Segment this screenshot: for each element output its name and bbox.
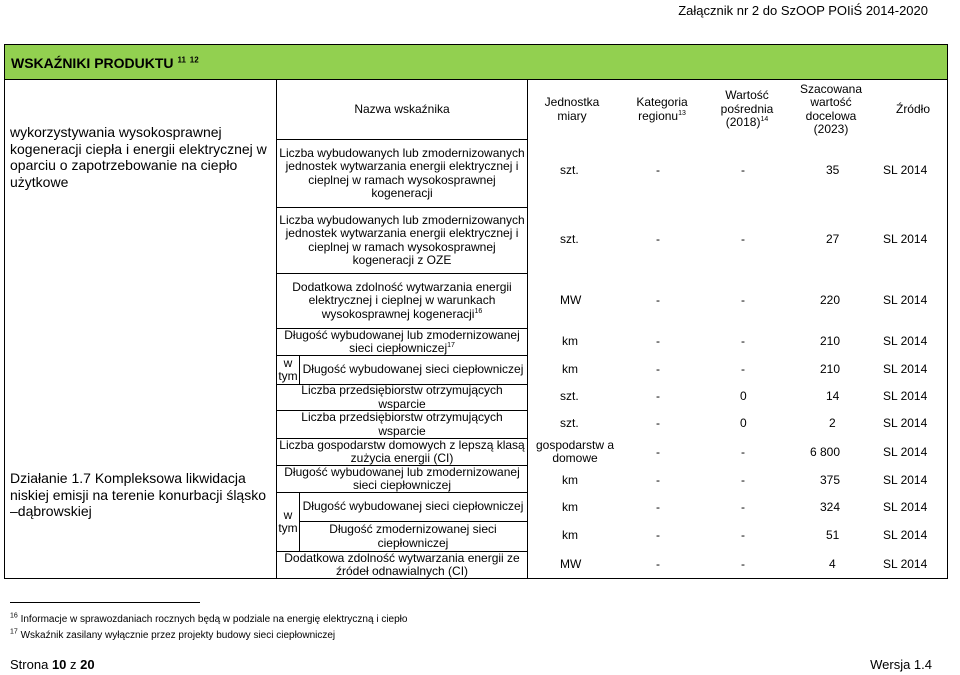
indicator-name: Dodatkowa zdolność wytwarzania energii ze źródeł odnawialnych (CI) bbox=[284, 550, 520, 578]
target-value: 210 bbox=[820, 362, 841, 376]
source-value: SL 2014 bbox=[883, 163, 928, 177]
values-row-7 bbox=[0, 445, 960, 463]
source-value: SL 2014 bbox=[883, 416, 928, 430]
target-value: 220 bbox=[820, 293, 841, 307]
col-header-source: Źródło bbox=[895, 101, 930, 116]
region-value: - bbox=[656, 362, 660, 376]
values-row-0 bbox=[0, 163, 960, 181]
region-value: - bbox=[656, 528, 660, 542]
attachment-header: Załącznik nr 2 do SzOOP POIiŚ 2014-2020 bbox=[678, 3, 928, 18]
section-title: WSKAŹNIKI PRODUKTU $^{11}$ $^{12}$ bbox=[11, 55, 199, 71]
values-row-10 bbox=[0, 528, 960, 546]
baseline-value: - bbox=[741, 557, 745, 571]
source-value: SL 2014 bbox=[883, 473, 928, 487]
target-value: 324 bbox=[820, 500, 841, 514]
baseline-value: - bbox=[741, 473, 745, 487]
indicator-name: Długość wybudowanej sieci ciepłowniczej bbox=[302, 499, 524, 514]
footnote: $^{16}$ Informacje w sprawozdaniach rocznych będą w podziale na energię elektryczną i ciepło bbox=[10, 612, 408, 625]
values-row-5 bbox=[0, 389, 960, 407]
col-header-baseline: Wartość pośrednia $(2018)^{14}$ bbox=[720, 88, 774, 130]
unit-value: szt. bbox=[560, 416, 579, 430]
region-value: - bbox=[656, 389, 660, 403]
baseline-value: - bbox=[741, 528, 745, 542]
source-value: SL 2014 bbox=[883, 557, 928, 571]
unit-value: km bbox=[562, 500, 578, 514]
indicator-name: Długość wybudowanej sieci ciepłowniczej bbox=[302, 362, 524, 377]
baseline-value: - bbox=[741, 334, 745, 348]
indicator-name: Długość zmodernizowanej sieci ciepłowniczej bbox=[329, 522, 497, 550]
unit-value: km bbox=[562, 473, 578, 487]
source-value: SL 2014 bbox=[883, 334, 928, 348]
target-value: 4 bbox=[829, 557, 836, 571]
page-number: Strona 10 z 20 bbox=[10, 657, 95, 672]
target-value: 51 bbox=[826, 528, 840, 542]
unit-value: szt. bbox=[560, 232, 579, 246]
indicator-name: Liczba przedsiębiorstw otrzymujących wsparcie bbox=[301, 383, 503, 411]
indicator-name: Liczba gospodarstw domowych z lepszą klasą zużycia energii (CI) bbox=[279, 437, 525, 465]
indicator-name: Długość wybudowanej lub zmodernizowanej sieci ciepłowniczej$^{17}$ bbox=[284, 327, 520, 355]
values-row-9 bbox=[0, 500, 960, 518]
unit-value: km bbox=[562, 528, 578, 542]
values-row-11 bbox=[0, 557, 960, 575]
values-row-6 bbox=[0, 416, 960, 434]
indicator-prefix: w tym bbox=[278, 355, 298, 383]
baseline-value: - bbox=[741, 293, 745, 307]
target-value: 210 bbox=[820, 334, 841, 348]
region-value: - bbox=[656, 163, 660, 177]
indicator-prefix: w tym bbox=[278, 507, 298, 535]
col-header-name: Nazwa wskaźnika bbox=[354, 101, 450, 116]
col-header-target: Szacowana wartość docelowa (2023) bbox=[799, 81, 863, 136]
section-title-bar bbox=[4, 44, 948, 80]
target-value: 27 bbox=[826, 232, 840, 246]
region-value: - bbox=[656, 293, 660, 307]
source-value: SL 2014 bbox=[883, 362, 928, 376]
document-version: Wersja 1.4 bbox=[870, 657, 932, 672]
unit-value: szt. bbox=[560, 389, 579, 403]
source-value: SL 2014 bbox=[883, 500, 928, 514]
baseline-value: - bbox=[741, 232, 745, 246]
region-value: - bbox=[656, 557, 660, 571]
source-value: SL 2014 bbox=[883, 293, 928, 307]
baseline-value: 0 bbox=[740, 416, 747, 430]
footnote: $^{17}$ Wskaźnik zasilany wyłącznie przez projekty budowy sieci ciepłowniczej bbox=[10, 628, 336, 641]
values-row-1 bbox=[0, 232, 960, 250]
region-value: - bbox=[656, 416, 660, 430]
source-value: SL 2014 bbox=[883, 389, 928, 403]
priority-description: wykorzystywania wysokosprawnej kogeneracji ciepła i energii elektrycznej w oparciu o zapotrzebowanie na ciepło użytkowe bbox=[10, 124, 267, 190]
baseline-value: 0 bbox=[740, 389, 747, 403]
target-value: 2 bbox=[829, 416, 836, 430]
measure-description: Działanie 1.7 Kompleksowa likwidacja niskiej emisji na terenie konurbacji śląsko –dąbrowskiej bbox=[10, 470, 267, 519]
baseline-value: - bbox=[741, 500, 745, 514]
source-value: SL 2014 bbox=[883, 528, 928, 542]
unit-value: km bbox=[562, 334, 578, 348]
region-value: - bbox=[656, 473, 660, 487]
target-value: 6 800 bbox=[810, 445, 841, 459]
region-value: - bbox=[656, 232, 660, 246]
baseline-value: - bbox=[741, 445, 745, 459]
indicator-name: Dodatkowa zdolność wytwarzania energii elektrycznej i cieplnej w warunkach wysokosprawnej kogeneracji$^{16}$ bbox=[292, 279, 512, 321]
unit-value: km bbox=[562, 362, 578, 376]
values-row-2 bbox=[0, 293, 960, 311]
region-value: - bbox=[656, 500, 660, 514]
indicator-name: Liczba wybudowanych lub zmodernizowanych jednostek wytwarzania energii elektrycznej i cieplnej w ramach wysokosprawnej kogeneracji bbox=[279, 145, 525, 200]
source-value: SL 2014 bbox=[883, 445, 928, 459]
region-value: - bbox=[656, 334, 660, 348]
unit-value: szt. bbox=[560, 163, 579, 177]
baseline-value: - bbox=[741, 362, 745, 376]
indicator-name: Liczba wybudowanych lub zmodernizowanych jednostek wytwarzania energii elektrycznej i cieplnej w ramach wysokosprawnej kogeneracji z OZE bbox=[279, 212, 525, 267]
unit-value: gospodarstw a domowe bbox=[535, 437, 615, 465]
target-value: 375 bbox=[820, 473, 841, 487]
baseline-value: - bbox=[741, 163, 745, 177]
unit-value: MW bbox=[560, 557, 582, 571]
footnote-separator bbox=[10, 602, 200, 603]
region-value: - bbox=[656, 445, 660, 459]
values-row-4 bbox=[0, 362, 960, 380]
col-header-unit: Jednostka miary bbox=[544, 95, 600, 123]
unit-value: MW bbox=[560, 293, 582, 307]
col-header-region: Kategoria regionu$^{13}$ bbox=[636, 95, 688, 123]
values-row-8 bbox=[0, 473, 960, 491]
values-row-3 bbox=[0, 334, 960, 352]
indicator-name: Liczba przedsiębiorstw otrzymujących wsparcie bbox=[301, 410, 503, 438]
target-value: 35 bbox=[826, 163, 840, 177]
target-value: 14 bbox=[826, 389, 840, 403]
source-value: SL 2014 bbox=[883, 232, 928, 246]
indicator-name: Długość wybudowanej lub zmodernizowanej sieci ciepłowniczej bbox=[284, 464, 520, 492]
